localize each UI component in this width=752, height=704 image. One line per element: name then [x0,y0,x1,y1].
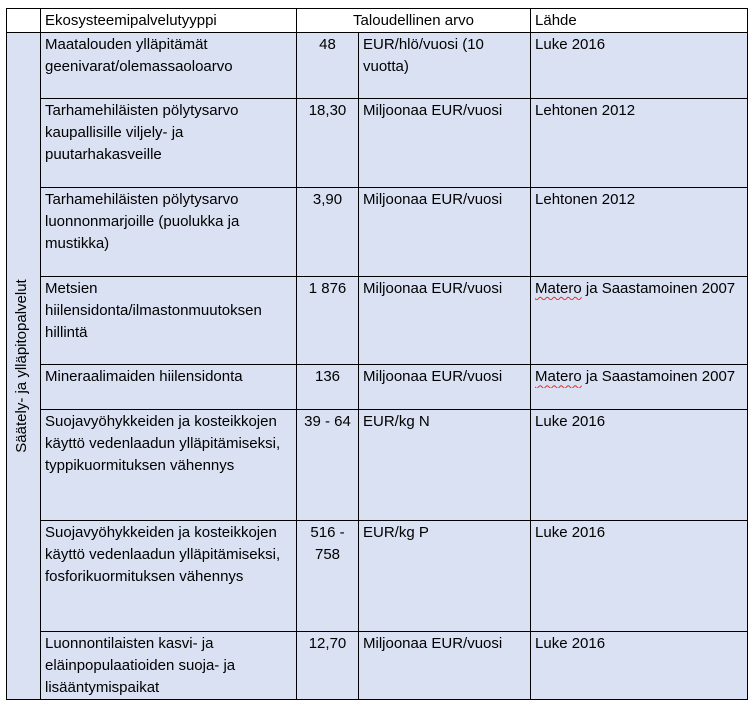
value-unit: EUR/kg N [363,412,430,430]
category-cell [7,33,41,700]
table-row [7,187,748,276]
category-label: Säätely- ja ylläpitopalvelut [13,279,30,453]
service-name: Suojavyöhykkeiden ja kosteikkojen käyttö vedenlaadun ylläpitämiseksi, fosforikuormituksen vähennys [45,524,281,586]
economic-value: 39 - 64 [304,412,351,430]
header-source-label: Lähde [535,12,577,29]
table-row [7,99,748,187]
ecosystem-services-table [6,8,748,700]
source-reference: Luke 2016 [535,524,606,542]
header-value-cell [297,9,531,33]
economic-value: 516 - 758 [310,524,345,564]
service-name: Mineraalimaiden hiilensidonta [45,368,243,386]
economic-value: 136 [314,368,341,386]
source-reference: Lehtonen 2012 [535,190,636,208]
economic-value: 12,70 [308,634,347,652]
header-empty-cell [7,9,41,33]
header-row [7,9,748,33]
source-reference: Luke 2016 [535,634,606,652]
economic-value: 1 876 [308,280,347,298]
value-unit: Miljoonaa EUR/vuosi [363,190,503,208]
table-row [7,409,748,521]
source-reference: Luke 2016 [535,412,606,430]
header-type-cell [41,9,297,33]
header-source-cell [531,9,748,33]
economic-value: 48 [319,36,336,53]
source-reference-rest: ja Saastamoinen 2007 [581,280,736,298]
table-row [7,365,748,409]
source-reference [531,277,747,300]
ecosystem-services-table-page [6,8,747,698]
table-row [7,631,748,699]
economic-value: 18,30 [308,102,347,120]
spellcheck-flagged-word: Matero [535,280,582,298]
service-name: Luonnontilaisten kasvi- ja eläinpopulaatioiden suoja- ja lisääntymispaikat [45,634,236,696]
service-name: Maatalouden ylläpitämät geenivarat/olemassaoloarvo [45,36,233,75]
economic-value: 3,90 [312,190,343,208]
table-row [7,277,748,365]
header-type-label: Ekosysteemipalvelutyyppi [45,12,217,29]
source-reference: Luke 2016 [535,36,606,53]
value-unit: Miljoonaa EUR/vuosi [363,102,503,120]
value-unit: Miljoonaa EUR/vuosi [363,368,503,386]
header-value-label: Taloudellinen arvo [353,12,474,29]
service-name: Tarhamehiläisten pölytysarvo luonnonmarjoille (puolukka ja mustikka) [45,190,240,252]
value-unit: Miljoonaa EUR/vuosi [363,280,503,298]
value-unit: EUR/kg P [363,524,429,542]
source-reference-rest: ja Saastamoinen 2007 [581,368,736,386]
table-row [7,521,748,631]
value-unit: EUR/hlö/vuosi (10 vuotta) [363,36,484,75]
value-unit: Miljoonaa EUR/vuosi [363,634,503,652]
spellcheck-flagged-word: Matero [535,368,582,386]
source-reference [531,365,747,388]
source-reference: Lehtonen 2012 [535,102,636,120]
table-row [7,33,748,99]
service-name: Suojavyöhykkeiden ja kosteikkojen käyttö vedenlaadun ylläpitämiseksi, typpikuormituksen vähennys [45,412,281,474]
service-name: Tarhamehiläisten pölytysarvo kaupallisille viljely- ja puutarhakasveille [45,102,239,164]
service-name: Metsien hiilensidonta/ilmastonmuutoksen hillintä [45,280,262,342]
